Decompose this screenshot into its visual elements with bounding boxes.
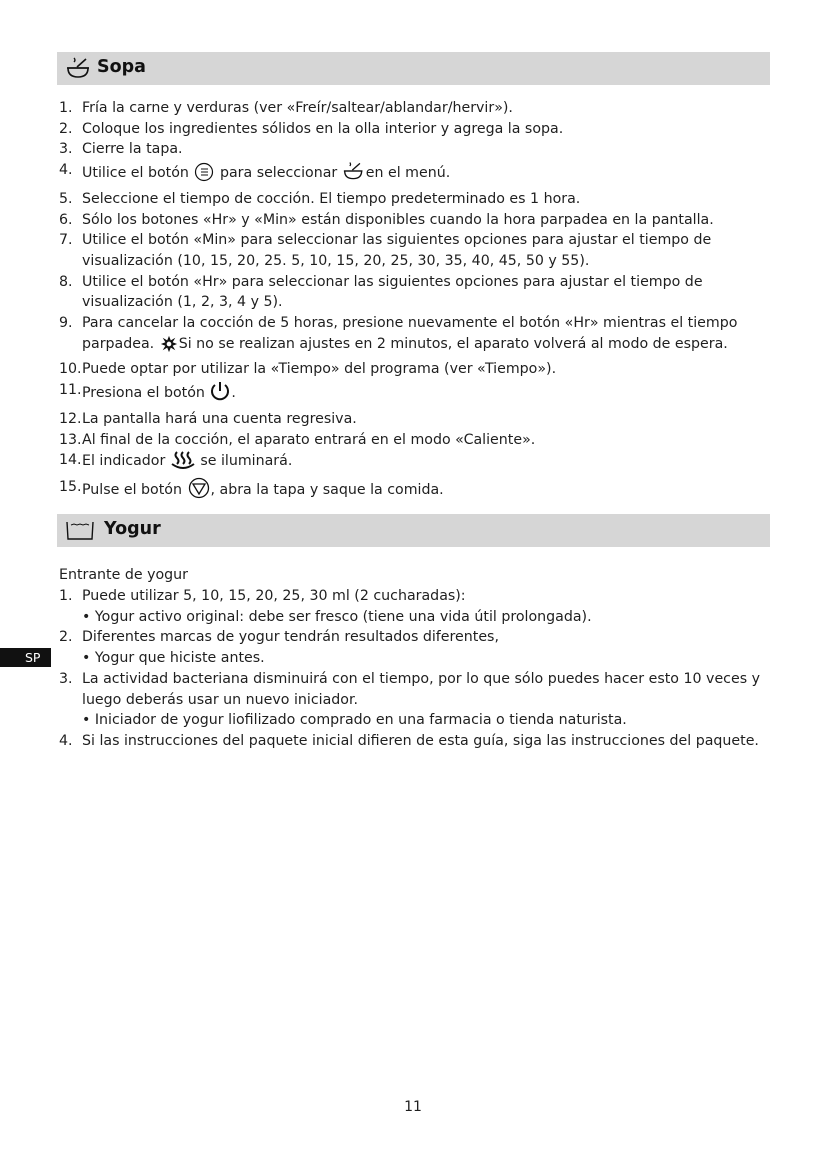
soup-bowl-icon (342, 160, 366, 189)
yogurt-container-icon (65, 519, 95, 545)
list-item: 13. Al final de la cocción, el aparato entrará en el modo «Caliente». (59, 431, 536, 448)
list-item: 12. La pantalla hará una cuenta regresiva. (59, 410, 357, 427)
list-item: 3. Cierre la tapa. (59, 141, 183, 158)
list-item: 11. Presiona el botón . (59, 380, 771, 409)
list-item: 3. La actividad bacteriana disminuirá con el tiempo, por lo que sólo puedes hacer esto 10 veces y luego deberás usar un nuevo iniciador. (59, 670, 761, 708)
list-item: 8. Utilice el botón «Hr» para seleccionar las siguientes opciones para ajustar el tiempo de visualización (1, 2, 3, 4 y 5). (59, 273, 703, 311)
list-subitem: • Yogur que hiciste antes. (82, 650, 265, 667)
list-item: 1. Fría la carne y verduras (ver «Freír/saltear/ablandar/hervir»). (59, 100, 513, 116)
list-item: 15. Pulse el botón , abra la tapa y saque la comida. (59, 477, 771, 506)
section-title: Sopa (97, 57, 146, 77)
list-item: 1. Puede utilizar 5, 10, 15, 20, 25, 30 ml (2 cucharadas): (59, 588, 466, 604)
section-header-yogur (57, 514, 770, 547)
sopa-steps (59, 98, 771, 506)
list-item: 7. Utilice el botón «Min» para seleccionar las siguientes opciones para ajustar el tiempo de visualización (10, 15, 20, 25. 5, 10, 15, 20, 25, 30, 35, 40, 45, 50 y 55). (59, 232, 712, 269)
section-header-sopa (57, 52, 770, 85)
list-item: 4. Si las instrucciones del paquete inicial difieren de esta guía, siga las instrucciones del paquete. (59, 732, 759, 749)
keep-warm-icon (170, 450, 196, 477)
soup-bowl-icon (65, 55, 93, 85)
menu-button-icon (193, 162, 215, 189)
page-number: 11 (404, 1099, 422, 1115)
list-item: 5. Seleccione el tiempo de cocción. El tiempo predeterminado es 1 hora. (59, 190, 581, 207)
cancel-button-icon (187, 477, 211, 506)
list-subitem: • Iniciador de yogur liofilizado comprado en una farmacia o tienda naturista. (82, 712, 627, 729)
list-item: 4. Utilice el botón para seleccionar en el menú. (59, 160, 771, 189)
list-subitem: • Yogur activo original: debe ser fresco (tiene una vida útil prolongada). (82, 608, 592, 625)
list-item: 10. Puede optar por utilizar la «Tiempo» del programa (ver «Tiempo»). (59, 361, 557, 378)
section-title: Yogur (104, 519, 161, 539)
list-item: 9. Para cancelar la cocción de 5 horas, presione nuevamente el botón «Hr» mientras el tiempo parpadea. Si no se realizan ajustes en 2 minutos, el aparato volverá al modo de espera. (59, 313, 771, 359)
yogur-lead: Entrante de yogur (59, 567, 188, 583)
list-item: 14. El indicador se iluminará. (59, 450, 771, 477)
flashing-star-icon (159, 335, 179, 360)
list-item: 2. Coloque los ingredientes sólidos en la olla interior y agrega la sopa. (59, 120, 564, 137)
yogur-steps (59, 586, 771, 752)
power-button-icon (209, 380, 231, 409)
list-item: 2. Diferentes marcas de yogur tendrán resultados diferentes, (59, 629, 499, 646)
list-item: 6. Sólo los botones «Hr» y «Min» están disponibles cuando la hora parpadea en la pantalla. (59, 211, 714, 228)
language-tab: SP (0, 648, 51, 667)
